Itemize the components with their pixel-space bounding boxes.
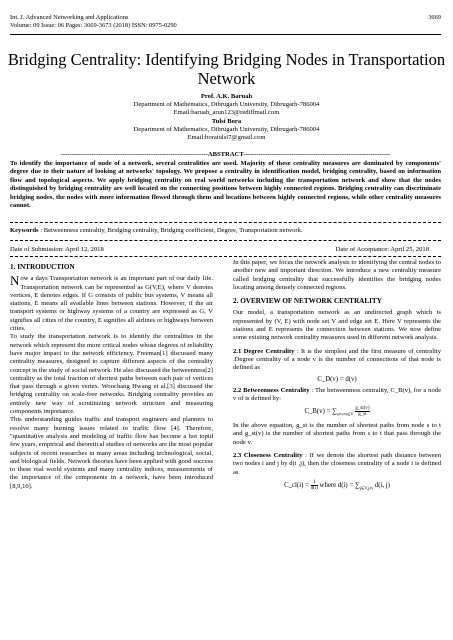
degree-equation: C_D(v) = d(v) (317, 375, 357, 383)
abstract-text: To identify the importance of node of a network, several centralities are used. Majority of these centrality measures are dominated by components' degree due to their nature of looking at networks' topology. We propose a centrality in identification model, bridging centrality, based on information flow and topological aspects. We apply bridging centrality on real world networks including the transportation network and show that the nodes distinguished by bridging centrality are well located on the connecting positions between highly connected regions. Bridging centrality can discriminate bridging nodes, the nodes with more information flowed through them and locations between highly connected regions, while other centrality measures cannot. (10, 160, 441, 210)
subsection-heading: 2.1 Degree Centrality (233, 347, 295, 355)
keywords-text: : Betweenness centrality, Bridging centrality, Bridging coefficient, Degree, Transportation network. (38, 227, 303, 234)
closeness-equation: C_cl(i) = $\frac{1}{d(i)}$ where $d(i) = \sum_{j\in V,j\ne i}$ d(i, j) (284, 479, 390, 491)
right-column (233, 259, 441, 496)
betweenness-equation: C_B(v) = $\sum_{s\ne v\ne t\in V}$ $\frac{g\_st(v)}{g\_st}$ (304, 406, 370, 418)
author-name: Prof. A.K. Baruah (200, 93, 253, 100)
author-name: Tulsi Bora (211, 117, 242, 125)
author-affiliation: Department of Mathematics, Dibrugarh University, Dibrugarh-786004 (133, 125, 320, 133)
section-heading: 2. OVERVIEW OF NETWORK CENTRALITY (233, 297, 382, 306)
author-email: Email:baruah_arun123@rediffmail.com (173, 109, 280, 117)
keywords-label: Keywords (10, 227, 39, 234)
drop-cap: N (10, 273, 20, 289)
header-rule (10, 34, 441, 35)
journal-name: Int. J. Advanced Networking and Applications (10, 14, 129, 21)
keywords-line (10, 227, 441, 235)
acceptance-date: Date of Acceptance: April 25, 2018 (335, 246, 429, 253)
author-affiliation: Department of Mathematics, Dibrugarh University, Dibrugarh-786004 (133, 101, 320, 109)
subsection-heading: 2.2 Betweenness Centrality (233, 386, 310, 394)
paragraph: Now a days Transportation network is an important part of our daily life. Transportation network can be represented as G(V,E), where V denotes vertices, E denotes edges. If G consists of public bus systems, V means all stations, E means all available lines between stations. However, if the air transport systems or highway systems of a country are expressed as G, V signifies all cities of the country, E signifies all airlines or highways between cities. (10, 273, 213, 333)
paragraph: 2.1 Degree Centrality : It is the simplest and the first measure of centrality .Degree centrality of a node v is the number of connections of that node is defined as (233, 347, 441, 372)
section-heading: 1. INTRODUCTION (10, 263, 75, 271)
paragraph: Our model, a transportation network as an undirected graph which is represented by (V, E) with node set V and edge set E. Here V represents the stations and E represents the connection between stations. We now define some existing network centrality measures used in different network analysis. (233, 309, 441, 342)
page-number: 3669 (428, 14, 441, 21)
paragraph: In the above equation, g_st is the number of shortest paths from node s to t and g_st(v) is the number of shortest paths from s to t that pass through the node v. (233, 422, 441, 446)
authors-block (0, 93, 453, 142)
separator (10, 222, 441, 223)
separator (10, 256, 441, 257)
paragraph: To study the transportation network is to identify the centralities in the network which represent the more critical nodes whose degrees of reliability have major impact to the network efficiency. Freeman[1] discussed many centrality measures, designed to capture different aspects of the centrality concept in the study of social network. He also discussed the betweenness[2] centrality as the total fraction of shortest paths between each pair of vertices that pass through a given vertex. Woochang Hwang et al.[3] discussed the bridging centrality on scale-free networks. Bridging centrality provides an entirely new way of scrutinizing network structure and measuring components importance. (10, 333, 213, 416)
paragraph: 2.2 Betweenness Centrality : The betweenness centrality, C_B(v), for a node v of is defined by: (233, 386, 441, 403)
paragraph: In this paper, we focus the network analysis to identifying the central nodes to another new and important direction. We introduce a new centrality measure called bridging centrality that successfully identifies the bridging nodes locating among densely connected regions. (233, 259, 441, 291)
paragraph: This understanding guides traffic and transport engineers and planners to resolve many burning issues related to traffic flow [4]. Therefore, "quantitative analysis and modeling of traffic flow has become a hot topid few years, empirical and theoretical studies of networks are the most popular subjects of recent researches in many areas including technological, social, and biological fields. Network theories have been applied with good success to these real world systems and many centrality indices, measurements of the importance of the components in a network, have been introduced [8,9,10]. (10, 416, 213, 490)
separator (10, 240, 441, 241)
dates-line (10, 246, 441, 253)
running-header (10, 14, 177, 30)
paper-title: Bridging Centrality: Identifying Bridging Nodes in Transportation Network (7, 50, 446, 88)
author-email: Email:boratulsi7@gmail.com (187, 134, 266, 142)
abstract-heading: -------------------------------------------------------------------ABSTRACT------------------------------------------------------------------- (60, 151, 391, 158)
submission-date: Date of Submission: April 12, 2018 (10, 246, 104, 253)
volume-line: Volume: 09 Issue: 06 Pages: 3669-3673 (2018) ISSN: 0975-0290 (10, 22, 177, 29)
left-column (10, 263, 213, 491)
subsection-heading: 2.3 Closeness Centrality (233, 452, 303, 460)
paragraph: 2.3 Closeness Centrality : If we denote the shortest path distance between two nodes i and j by d(i ,j), then the closeness centrality of a node i is defined as (233, 452, 441, 476)
